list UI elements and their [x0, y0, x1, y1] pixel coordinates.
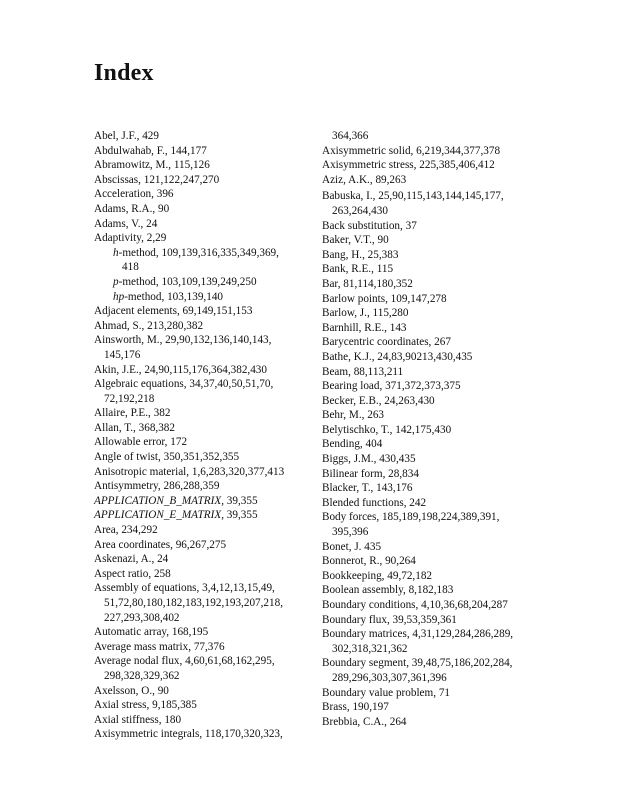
index-entry-text: Algebraic equations, 34,37,40,50,51,70, — [94, 378, 274, 391]
index-entry-text: -method, 103,139,140 — [124, 290, 224, 303]
index-entry-text: Abel, J.F., 429 — [94, 130, 159, 142]
index-entry — [322, 379, 544, 394]
index-entry — [94, 713, 309, 728]
index-entry — [322, 219, 544, 234]
index-entry-continuation: 298,328,329,362 — [104, 669, 180, 682]
index-entry — [322, 158, 544, 173]
index-entry-text: Boundary matrices, 4,31,129,284,286,289, — [322, 628, 514, 641]
index-entry-text: Adaptivity, 2,29 — [94, 232, 167, 245]
index-entry-text: Axisymmetric solid, 6,219,344,377,378 — [322, 144, 501, 157]
index-entry-text: Bearing load, 371,372,373,375 — [322, 380, 461, 393]
index-entry — [322, 569, 544, 584]
index-entry-text: Boundary segment, 39,48,75,186,202,284, — [322, 657, 513, 670]
index-column-left — [94, 129, 309, 742]
index-entry — [94, 508, 309, 523]
index-entry — [322, 408, 544, 423]
index-entry-continuation: 51,72,80,180,182,183,192,193,207,218, — [104, 597, 283, 609]
index-entry-text: Abscissas, 121,122,247,270 — [94, 173, 220, 186]
index-entry — [94, 465, 309, 480]
index-entry — [322, 262, 544, 277]
index-entry — [94, 727, 309, 742]
index-entry-continuation: 227,293,308,402 — [104, 611, 180, 624]
index-entry — [322, 292, 544, 307]
index-entry — [322, 277, 544, 292]
index-entry — [94, 625, 309, 640]
index-entry-text: Abdulwahab, F., 144,177 — [94, 144, 207, 157]
index-entry-continuation: 72,192,218 — [104, 392, 155, 405]
index-entry-continuation: 145,176 — [104, 348, 141, 361]
index-entry-text: Bonnerot, R., 90,264 — [322, 555, 416, 568]
index-entry-text: Belytischko, T., 142,175,430 — [322, 423, 452, 436]
index-entry-italic-term: h — [113, 246, 119, 259]
index-entry-text: Back substitution, 37 — [322, 219, 417, 232]
index-entry-italic-term: p — [113, 275, 119, 288]
index-entry-text: Ainsworth, M., 29,90,132,136,140,143, — [94, 334, 272, 347]
index-entry-text: Barlow, J., 115,280 — [322, 307, 409, 320]
index-entry — [322, 656, 544, 671]
index-subentry — [94, 275, 309, 290]
index-entry-text: Biggs, J.M., 430,435 — [322, 453, 416, 466]
index-entry — [94, 450, 309, 465]
index-entry-text: Axisymmetric stress, 225,385,406,412 — [322, 159, 495, 172]
index-entry-continuation: 289,296,303,307,361,396 — [332, 671, 447, 684]
index-entry — [94, 187, 309, 202]
index-entry — [94, 640, 309, 655]
index-entry-text: Axelsson, O., 90 — [94, 684, 169, 697]
index-entry — [322, 700, 544, 715]
index-entry-text: Bank, R.E., 115 — [322, 263, 394, 276]
index-entry — [322, 715, 544, 730]
index-entry-text: Area, 234,292 — [94, 524, 158, 537]
index-entry — [94, 202, 309, 217]
index-entry-italic-term: hp — [113, 290, 125, 303]
index-entry-text: Average mass matrix, 77,376 — [94, 640, 225, 653]
index-entry — [322, 437, 544, 452]
index-entry-text: Adjacent elements, 69,149,151,153 — [94, 305, 253, 318]
index-entry-text: Bang, H., 25,383 — [322, 248, 399, 261]
index-entry-text: Allaire, P.E., 382 — [94, 407, 171, 420]
index-entry — [94, 217, 309, 232]
index-entry-text: Becker, E.B., 24,263,430 — [322, 394, 435, 407]
index-entry-italic-term: APPLICATION_B_MATRIX — [94, 494, 222, 507]
index-entry-text: Body forces, 185,189,198,224,389,391, — [322, 511, 500, 524]
index-entry — [94, 231, 309, 246]
index-entry-continuation — [322, 129, 544, 144]
index-entry-text: Average nodal flux, 4,60,61,68,162,295, — [94, 655, 275, 668]
index-entry-text: Anisotropic material, 1,6,283,320,377,413 — [94, 465, 285, 478]
index-entry-text: Behr, M., 263 — [322, 409, 385, 422]
index-entry-text: Boundary conditions, 4,10,36,68,204,287 — [322, 599, 508, 611]
index-entry-text: Barycentric coordinates, 267 — [322, 336, 451, 349]
index-entry-text: Askenazi, A., 24 — [94, 553, 169, 566]
index-entry-text: , 39,355 — [221, 509, 258, 522]
index-entry — [94, 435, 309, 450]
index-entry — [322, 554, 544, 569]
index-entry-text: -method, 109,139,316,335,349,369, — [118, 246, 279, 259]
index-entry — [322, 248, 544, 263]
index-entry — [94, 406, 309, 421]
index-entry-text: , 39,355 — [221, 494, 258, 507]
index-entry — [322, 452, 544, 467]
index-entry — [322, 686, 544, 701]
index-entry-text: Blacker, T., 143,176 — [322, 482, 413, 495]
index-entry — [94, 552, 309, 567]
index-entry-text: Acceleration, 396 — [94, 188, 174, 201]
index-entry — [94, 173, 309, 188]
index-entry-continuation: 395,396 — [332, 526, 369, 539]
page-title: Index — [94, 60, 154, 86]
index-entry-text: Babuska, I., 25,90,115,143,144,145,177, — [322, 190, 504, 203]
index-entry-text: Brass, 190,197 — [322, 701, 389, 714]
index-entry-text: Blended functions, 242 — [322, 496, 427, 509]
index-entry-continuation: 418 — [122, 261, 139, 274]
index-entry — [94, 479, 309, 494]
index-entry — [322, 306, 544, 321]
index-entry-text: Aziz, A.K., 89,263 — [322, 173, 407, 186]
index-entry — [322, 583, 544, 598]
index-entry — [94, 567, 309, 582]
index-entry — [94, 538, 309, 553]
index-entry-text: Bathe, K.J., 24,83,90213,430,435 — [322, 350, 473, 363]
index-entry — [322, 394, 544, 409]
index-entry — [94, 377, 309, 392]
index-entry — [322, 540, 544, 555]
index-entry-text: Antisymmetry, 286,288,359 — [94, 480, 220, 493]
index-entry-text: Boundary value problem, 71 — [322, 686, 451, 699]
index-entry-text: Area coordinates, 96,267,275 — [94, 538, 227, 551]
index-entry-text: Beam, 88,113,211 — [322, 365, 404, 378]
index-entry-text: Adams, V., 24 — [94, 217, 158, 230]
index-entry — [94, 494, 309, 509]
index-entry-italic-term: APPLICATION_E_MATRIX — [94, 509, 222, 522]
index-entry — [322, 321, 544, 336]
index-entry-text: Bookkeeping, 49,72,182 — [322, 569, 433, 582]
index-entry — [322, 627, 544, 642]
index-entry — [322, 423, 544, 438]
index-entry-text: Bonet, J. 435 — [322, 540, 382, 553]
index-subentry — [94, 290, 309, 305]
index-entry — [322, 144, 544, 159]
index-entry-text: 364,366 — [332, 130, 369, 142]
index-entry-text: Akin, J.E., 24,90,115,176,364,382,430 — [94, 363, 267, 376]
index-entry-text: Ahmad, S., 213,280,382 — [94, 319, 204, 332]
index-entry — [94, 684, 309, 699]
index-entry-text: Bar, 81,114,180,352 — [322, 277, 413, 290]
index-entry-text: -method, 103,109,139,249,250 — [118, 275, 257, 288]
index-entry — [94, 144, 309, 159]
index-entry — [322, 335, 544, 350]
index-entry — [94, 333, 309, 348]
index-entry — [322, 598, 544, 613]
index-entry-text: Boundary flux, 39,53,359,361 — [322, 613, 457, 626]
index-entry-text: Adams, R.A., 90 — [94, 202, 170, 215]
index-entry-text: Abramowitz, M., 115,126 — [94, 159, 210, 172]
index-entry-text: Assembly of equations, 3,4,12,13,15,49, — [94, 582, 275, 595]
index-entry-text: Axial stress, 9,185,385 — [94, 699, 197, 712]
index-entry — [94, 698, 309, 713]
index-entry-text: Bending, 404 — [322, 438, 383, 451]
index-entry-text: Allan, T., 368,382 — [94, 421, 175, 434]
index-entry — [322, 233, 544, 248]
index-entry-continuation: 263,264,430 — [332, 204, 388, 217]
index-entry-continuation: 302,318,321,362 — [332, 642, 408, 655]
index-entry — [94, 363, 309, 378]
index-column-right — [322, 129, 544, 729]
index-entry — [322, 613, 544, 628]
index-entry — [94, 523, 309, 538]
index-entry — [94, 129, 309, 144]
index-entry — [94, 319, 309, 334]
index-entry — [322, 496, 544, 511]
index-entry — [94, 304, 309, 319]
index-entry-text: Axisymmetric integrals, 118,170,320,323, — [94, 728, 283, 741]
index-entry — [322, 467, 544, 482]
index-entry-text: Aspect ratio, 258 — [94, 567, 171, 580]
index-entry-text: Bilinear form, 28,834 — [322, 467, 419, 480]
index-entry — [322, 481, 544, 496]
index-entry-text: Barlow points, 109,147,278 — [322, 292, 447, 305]
index-entry-text: Boolean assembly, 8,182,183 — [322, 584, 454, 597]
index-entry-text: Barnhill, R.E., 143 — [322, 321, 407, 334]
index-entry — [322, 173, 544, 188]
index-subentry — [94, 246, 309, 261]
index-entry-text: Angle of twist, 350,351,352,355 — [94, 451, 240, 464]
index-entry-text: Brebbia, C.A., 264 — [322, 715, 407, 728]
index-entry — [322, 189, 544, 204]
index-entry — [94, 581, 309, 596]
index-entry — [94, 654, 309, 669]
index-entry-text: Baker, V.T., 90 — [322, 234, 389, 247]
index-entry-text: Axial stiffness, 180 — [94, 713, 182, 726]
index-entry — [322, 365, 544, 380]
index-entry — [94, 158, 309, 173]
index-entry — [322, 510, 544, 525]
index-entry-text: Automatic array, 168,195 — [94, 626, 209, 639]
index-entry — [94, 421, 309, 436]
index-entry-text: Allowable error, 172 — [94, 436, 188, 449]
index-entry — [322, 350, 544, 365]
